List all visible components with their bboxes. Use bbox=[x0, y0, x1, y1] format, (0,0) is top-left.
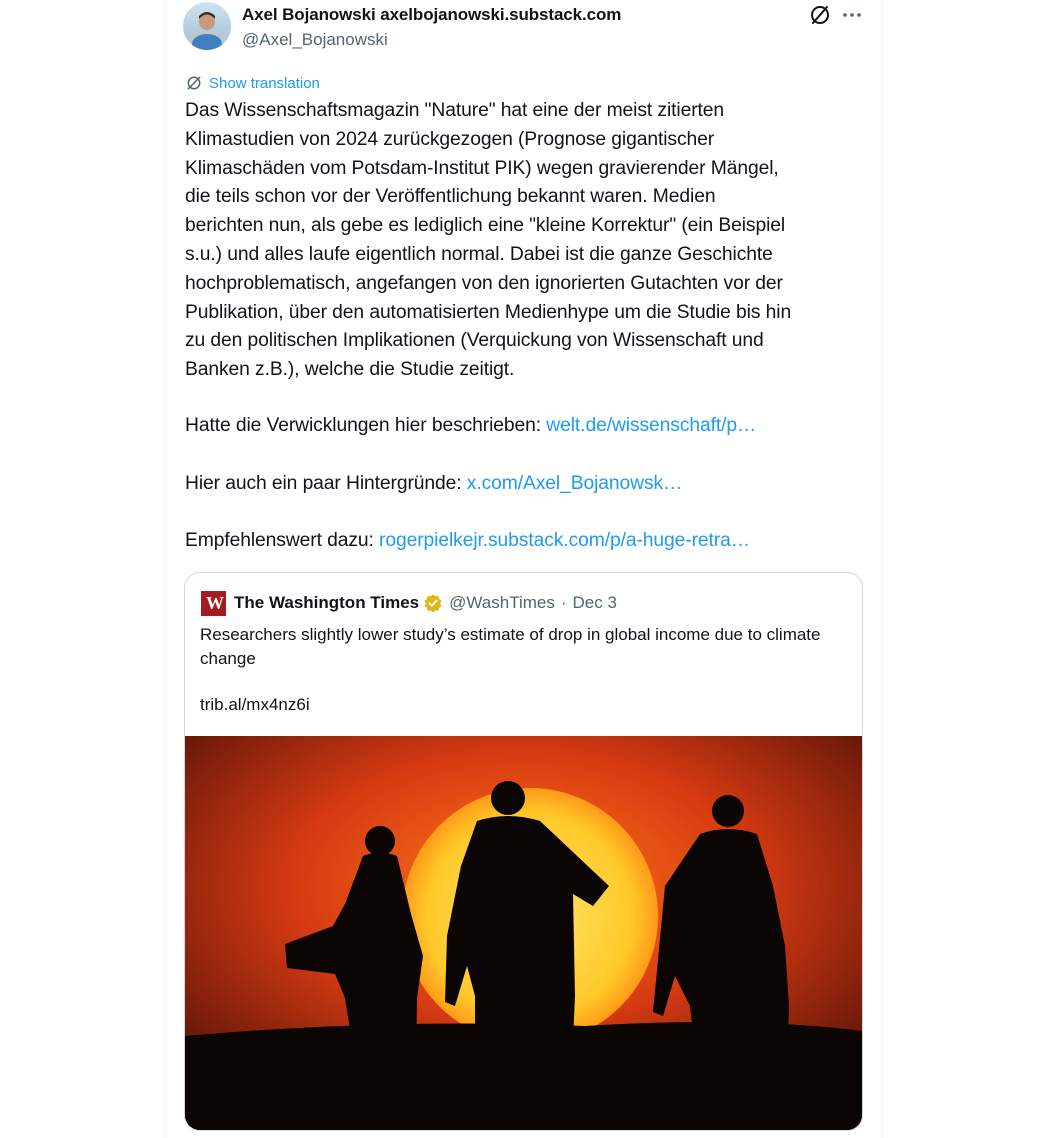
tweet-line-x-text: Hier auch ein paar Hintergründe: bbox=[185, 473, 467, 494]
translate-icon bbox=[185, 74, 203, 92]
link-x[interactable]: x.com/Axel_Bojanowsk… bbox=[466, 473, 683, 494]
profile-photo bbox=[183, 2, 231, 50]
meta-separator: · bbox=[560, 593, 567, 612]
quoted-tweet-text: Researchers slightly lower study’s estimate of drop in global income due to climate change bbox=[200, 625, 821, 668]
tweet-body: Das Wissenschaftsmagazin "Nature" hat eine der meist zitierten Klimastudien von 2024 zurückgezogen (Prognose gigantischer Klimaschäden vom Potsdam-Institut PIK) wegen gravierender Mängel, die teils schon vor der Veröffentlichung bekannt waren. Medien berichten nun, als gebe es lediglich eine "kleine Korrektur" (ein Beispiel s.u.) und alles laufe eigentlich normal. Dabei ist die ganze Geschichte hochproblematisch, angefangen von den ignorierten Gutachten vor der Publikation, über den automatisierten Medienhype um die Studie bis hin zu den politischen Implikationen (Verquickung von Wissenschaft und Banken z.B.), welche die Studie zeitigt. bbox=[185, 100, 792, 381]
tweet-line-substack-text: Empfehlenswert dazu: bbox=[185, 530, 380, 551]
quoted-tweet[interactable] bbox=[184, 572, 863, 1131]
show-translation-label: Show translation bbox=[209, 74, 320, 92]
verified-badge-icon bbox=[423, 593, 443, 613]
quoted-tweet-link[interactable]: trib.al/mx4nz6i bbox=[200, 695, 310, 714]
more-options-icon[interactable] bbox=[841, 4, 863, 26]
author-name[interactable]: Axel Bojanowski axelbojanowski.substack.com bbox=[242, 5, 622, 24]
quoted-tweet-header bbox=[201, 591, 617, 615]
tweet-line-substack bbox=[185, 530, 750, 552]
grok-icon[interactable] bbox=[809, 4, 831, 26]
quoted-author-handle[interactable]: @WashTimes bbox=[449, 593, 555, 612]
author-handle[interactable]: @Axel_Bojanowski bbox=[242, 30, 388, 49]
link-welt[interactable]: welt.de/wissenschaft/p… bbox=[546, 415, 757, 436]
washington-times-logo: W bbox=[201, 591, 226, 616]
quoted-author-name[interactable]: The Washington Times bbox=[234, 593, 420, 612]
sunset-silhouettes-photo[interactable] bbox=[185, 736, 862, 1131]
tweet-line-welt-text: Hatte die Verwicklungen hier beschrieben: bbox=[185, 415, 547, 436]
author-avatar[interactable] bbox=[183, 2, 231, 50]
tweet-line-x bbox=[185, 473, 682, 495]
link-substack[interactable]: rogerpielkejr.substack.com/p/a-huge-retra… bbox=[379, 530, 750, 551]
show-translation-button[interactable] bbox=[185, 72, 320, 94]
quoted-date[interactable]: Dec 3 bbox=[572, 593, 617, 612]
tweet-line-welt bbox=[185, 415, 756, 437]
